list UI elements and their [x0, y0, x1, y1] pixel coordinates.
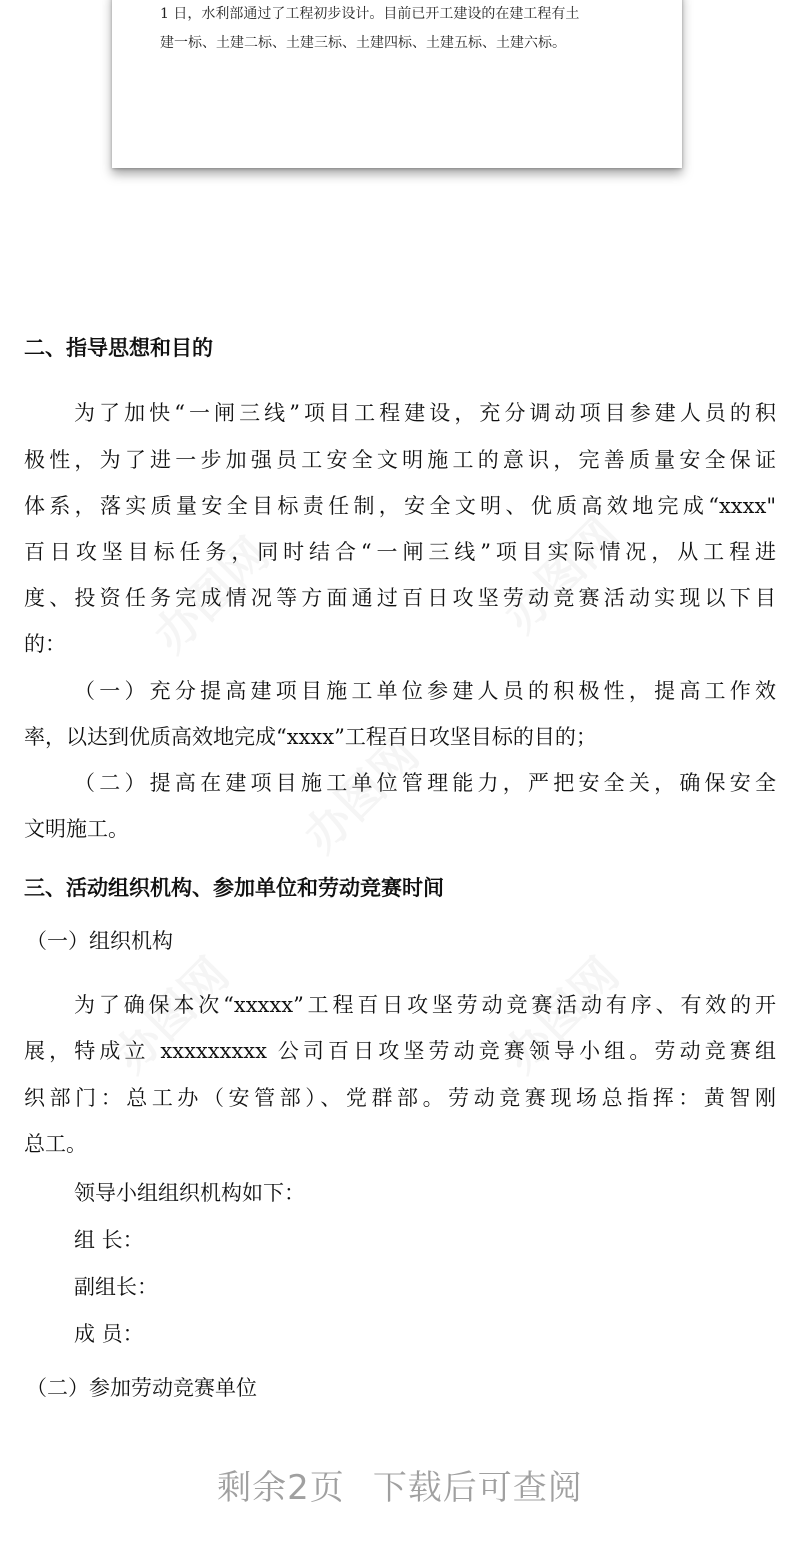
paragraph-line: 度、投资任务完成情况等方面通过百日攻坚劳动竞赛活动实现以下目 [24, 586, 776, 610]
paragraph-line: 体系，落实质量安全目标责任制，安全文明、优质高效地完成“xxxx" [24, 494, 776, 518]
org-intro: 领导小组组织机构如下： [74, 1181, 305, 1205]
paragraph-line: 为了确保本次“xxxxx”工程百日攻坚劳动竞赛活动有序、有效的开 [74, 993, 776, 1017]
role-deputy-leader: 副组长： [74, 1275, 158, 1299]
section-heading: 二、指导思想和目的 [24, 336, 213, 360]
role-members: 成 员： [74, 1322, 144, 1346]
paragraph-line: 百日攻坚目标任务，同时结合“一闸三线”项目实际情况，从工程进 [24, 540, 776, 564]
watermark: 办图网 [103, 947, 240, 1084]
remaining-pages-count: 剩余2页 [217, 1468, 345, 1508]
section-heading: 三、活动组织机构、参加单位和劳动竞赛时间 [24, 876, 444, 900]
paragraph-line: 织部门：总工办（安管部）、党群部。劳动竞赛现场总指挥：黄智刚 [24, 1086, 776, 1110]
remaining-pages-notice[interactable] [0, 1460, 800, 1509]
preview-text-line: 1 日，水利部通过了工程初步设计。目前已开工建设的在建工程有土 [160, 6, 580, 22]
watermark: 办图网 [493, 507, 630, 644]
list-item-line: 文明施工。 [24, 817, 129, 841]
watermark: 办图网 [493, 947, 630, 1084]
sub-heading: （一）组织机构 [26, 929, 173, 953]
list-item-line: （一）充分提高建项目施工单位参建人员的积极性，提高工作效 [74, 679, 776, 703]
watermark: 办图网 [143, 527, 280, 664]
download-to-view-link[interactable]: 下载后可查阅 [372, 1468, 583, 1508]
page-preview-card [112, 0, 682, 168]
watermark: 办图网 [293, 727, 430, 864]
list-item-line: 率，以达到优质高效地完成“xxxx”工程百日攻坚目标的目的； [24, 725, 597, 749]
list-item-line: （二）提高在建项目施工单位管理能力，严把安全关，确保安全 [74, 771, 776, 795]
paragraph-line: 为了加快“一闸三线”项目工程建设，充分调动项目参建人员的积 [74, 401, 776, 425]
paragraph-line: 的： [24, 632, 66, 656]
paragraph-line: 展，特成立 xxxxxxxxx 公司百日攻坚劳动竞赛领导小组。劳动竞赛组 [24, 1039, 776, 1063]
paragraph-line: 总工。 [24, 1132, 87, 1156]
preview-text-line: 建一标、土建二标、土建三标、土建四标、土建五标、土建六标。 [160, 35, 566, 51]
sub-heading: （二）参加劳动竞赛单位 [26, 1376, 257, 1400]
paragraph-line: 极性，为了进一步加强员工安全文明施工的意识，完善质量安全保证 [24, 448, 776, 472]
role-leader: 组 长： [74, 1228, 144, 1252]
